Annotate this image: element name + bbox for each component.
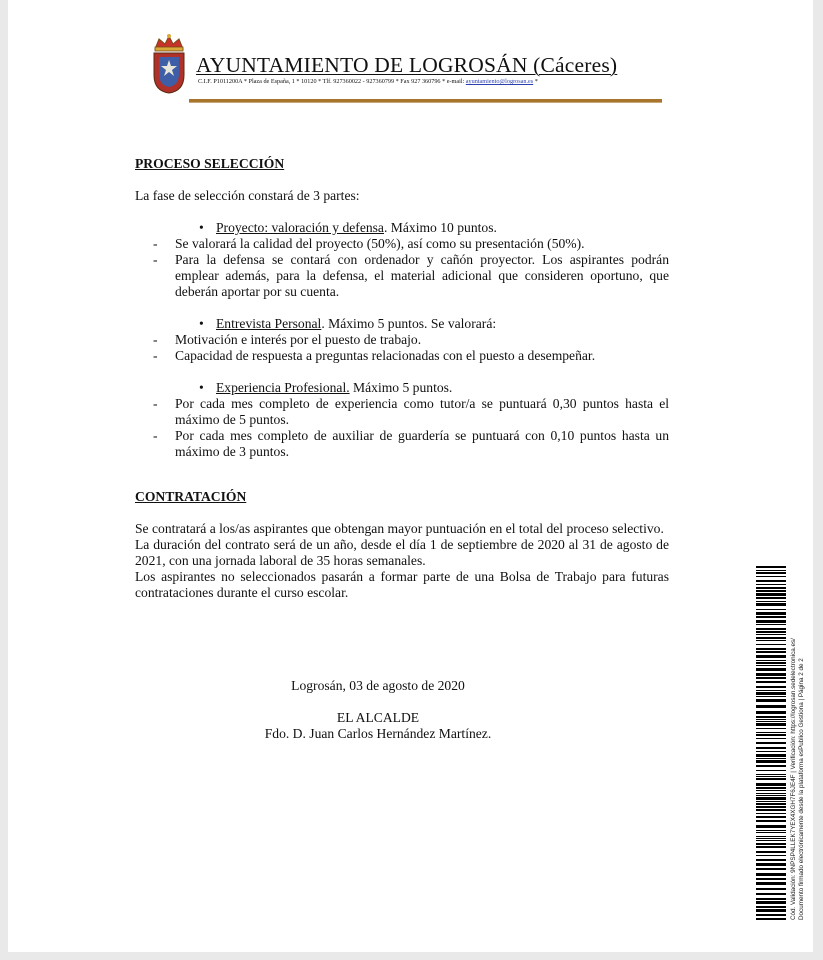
barcode-bar	[756, 587, 786, 589]
barcode-bar	[756, 673, 786, 676]
barcode-bar	[756, 699, 786, 702]
barcode-bar	[756, 620, 786, 623]
experiencia-item-2: Por cada mes completo de auxiliar de guardería se puntuará con 0,10 puntos hasta un máximo de 3 puntos.	[175, 428, 669, 459]
signature-role: EL ALCALDE	[336, 710, 420, 725]
proyecto-title: Proyecto: valoración y defensa	[216, 220, 384, 235]
barcode-bar	[756, 787, 786, 789]
barcode-bar	[756, 705, 786, 708]
barcode-bar	[756, 840, 786, 841]
entrevista-rest: . Máximo 5 puntos. Se valorará:	[321, 316, 497, 331]
barcode-bar	[756, 721, 786, 722]
dash-marker: -	[153, 428, 158, 443]
barcode-bar	[756, 803, 786, 805]
barcode-bar	[756, 765, 786, 767]
document-page	[8, 0, 813, 952]
barcode-bar	[756, 660, 786, 661]
barcode-bar	[756, 728, 786, 729]
org-name: AYUNTAMIENTO DE LOGROSÁN (Cáceres)	[196, 53, 618, 77]
barcode-bar	[756, 716, 786, 718]
barcode-bar	[756, 813, 786, 814]
experiencia-rest: Máximo 5 puntos.	[349, 380, 453, 395]
barcode-bar	[756, 665, 786, 666]
barcode-bar	[756, 644, 786, 645]
barcode-bar	[756, 609, 786, 610]
dash-marker: -	[153, 236, 158, 251]
barcode-bar	[756, 774, 786, 775]
contratacion-line-3: Los aspirantes no seleccionados pasarán a formar parte de una Bolsa de Trabajo para futuras contrataciones durante el curso escolar.	[135, 569, 669, 600]
proyecto-item-1: Se valorará la calidad del proyecto (50%), así como su presentación (50%).	[175, 236, 585, 251]
barcode-bar	[756, 795, 786, 796]
barcode-bar	[756, 640, 786, 641]
barcode-bar	[756, 677, 786, 679]
barcode-bar	[756, 859, 786, 861]
barcode-bar	[756, 723, 786, 726]
header-divider	[189, 99, 662, 103]
barcode-bar	[756, 566, 786, 568]
barcode-bar	[756, 580, 786, 582]
barcode-bar	[756, 758, 786, 759]
barcode-bar	[756, 806, 786, 808]
barcode-bar	[756, 914, 786, 916]
barcode-bar	[756, 836, 786, 837]
barcode-bar	[756, 648, 786, 650]
barcode-bar	[756, 906, 786, 908]
barcode-bar	[756, 576, 786, 577]
barcode-bar	[756, 751, 786, 752]
barcode-bar	[756, 801, 786, 802]
barcode-bar	[756, 843, 786, 845]
barcode-bar	[756, 593, 786, 596]
dash-marker: -	[153, 252, 158, 267]
barcode-bar	[756, 825, 786, 828]
barcode-bar	[756, 820, 786, 822]
barcode-bar	[756, 893, 786, 895]
barcode-bar	[756, 846, 786, 848]
experiencia-title: Experiencia Profesional.	[216, 380, 350, 395]
contratacion-line-1: Se contratará a los/as aspirantes que obtengan mayor puntuación en el total del proceso selectivo.	[135, 521, 664, 536]
dash-marker: -	[153, 396, 158, 411]
barcode-bar	[756, 868, 786, 870]
barcode-bar	[756, 612, 786, 615]
barcode-bar	[756, 686, 786, 688]
barcode-bar	[756, 797, 786, 800]
barcode-bar	[756, 597, 786, 599]
barcode-bar	[756, 770, 786, 771]
barcode-bar	[756, 918, 786, 920]
barcode-bar	[756, 634, 786, 635]
bullet-proyecto	[216, 220, 497, 236]
barcode-bar	[756, 590, 786, 592]
barcode-bar	[756, 873, 786, 876]
barcode-bar	[756, 754, 786, 757]
barcode-bar	[756, 809, 786, 811]
barcode-bar	[756, 655, 786, 658]
barcode-bar	[756, 711, 786, 714]
org-address	[198, 78, 538, 85]
seleccion-intro: La fase de selección constará de 3 partes:	[135, 188, 360, 203]
barcode-bar	[756, 690, 786, 691]
bullet-experiencia	[216, 380, 452, 396]
barcode-bar	[756, 901, 786, 904]
barcode-bar	[756, 732, 786, 733]
barcode-bar	[756, 616, 786, 618]
org-email-link[interactable]: ayuntamiento@logrosan.es	[465, 78, 534, 85]
barcode-bar	[756, 719, 786, 720]
barcode-bar	[756, 651, 786, 653]
barcode-bar	[756, 793, 786, 794]
org-address-tail: *	[533, 78, 538, 85]
barcode-bar	[756, 668, 786, 671]
barcode-bar	[756, 760, 786, 763]
barcode-bar	[756, 624, 786, 625]
experiencia-item-1: Por cada mes completo de experiencia como tutor/a se puntuará 0,30 puntos hasta el máximo de 5 puntos.	[175, 396, 669, 427]
barcode-bar	[756, 832, 786, 833]
barcode-bar	[756, 830, 786, 831]
barcode-bar	[756, 631, 786, 633]
verification-text	[787, 566, 807, 920]
signature-place-date: Logrosán, 03 de agosto de 2020	[291, 678, 465, 693]
barcode-bar	[756, 783, 786, 786]
barcode-bar	[756, 662, 786, 664]
barcode-bar	[756, 838, 786, 839]
entrevista-item-2: Capacidad de respuesta a preguntas relacionadas con el puesto a desempeñar.	[175, 348, 596, 363]
signature-name: Fdo. D. Juan Carlos Hernández Martínez.	[264, 726, 492, 741]
barcode-bar	[756, 603, 786, 606]
barcode-bar	[756, 734, 786, 736]
proyecto-item-2: Para la defensa se contará con ordenador y cañón proyector. Los aspirantes podrán emplear además, para la defensa, el material adicional que consideren oportuno, que deberán aportar por su cuenta.	[175, 252, 669, 299]
barcode-bar	[756, 601, 786, 602]
barcode-bar	[756, 778, 786, 780]
coat-of-arms-icon	[151, 33, 187, 95]
barcode-bar	[756, 878, 786, 880]
barcode-bar	[756, 888, 786, 890]
barcode-bar	[756, 898, 786, 900]
barcode-bar	[756, 696, 786, 697]
barcode-bar	[756, 863, 786, 866]
entrevista-item-1: Motivación e interés por el puesto de trabajo.	[175, 332, 422, 347]
barcode-icon	[756, 566, 786, 920]
barcode-bar	[756, 882, 786, 885]
verification-line-1: Cód. Validación: 9NPSP4LLEK7YEX4XGH7F6JE4F | Verificación: https://logrosan.sedelectronica.es/	[790, 638, 797, 920]
bullet-entrevista	[216, 316, 496, 332]
barcode-bar	[756, 572, 786, 574]
contratacion-line-2: La duración del contrato será de un año, desde el día 1 de septiembre de 2020 al 31 de agosto de 2021, con una jornada laboral de 35 horas semanales.	[135, 537, 669, 568]
barcode-bar	[756, 790, 786, 791]
dash-marker: -	[153, 348, 158, 363]
barcode-bar	[756, 681, 786, 683]
barcode-bar	[756, 909, 786, 912]
barcode-bar	[756, 816, 786, 818]
barcode-bar	[756, 851, 786, 853]
entrevista-title: Entrevista Personal	[216, 316, 322, 331]
barcode-bar	[756, 738, 786, 739]
barcode-bar	[756, 855, 786, 856]
barcode-bar	[756, 637, 786, 639]
barcode-bar	[756, 584, 786, 585]
barcode-bar	[756, 747, 786, 749]
barcode-bar	[756, 570, 786, 571]
section-title-seleccion: PROCESO SELECCIÓN	[135, 156, 285, 171]
proyecto-rest: . Máximo 10 puntos.	[383, 220, 497, 235]
section-title-contratacion: CONTRATACIÓN	[135, 489, 247, 504]
barcode-bar	[756, 692, 786, 695]
barcode-bar	[756, 742, 786, 744]
barcode-bar	[756, 628, 786, 630]
dash-marker: -	[153, 332, 158, 347]
barcode-bar	[756, 776, 786, 777]
org-address-text: C.I.F. P1011200A * Plaza de España, 1 * 10120 * Tlf. 927360022 - 927360799 * Fax 927 360796 * e-mail:	[198, 78, 466, 85]
verification-line-2: Documento firmado electrónicamente desde la plataforma esPublico Gestiona | Página 2 de 2	[798, 658, 805, 920]
